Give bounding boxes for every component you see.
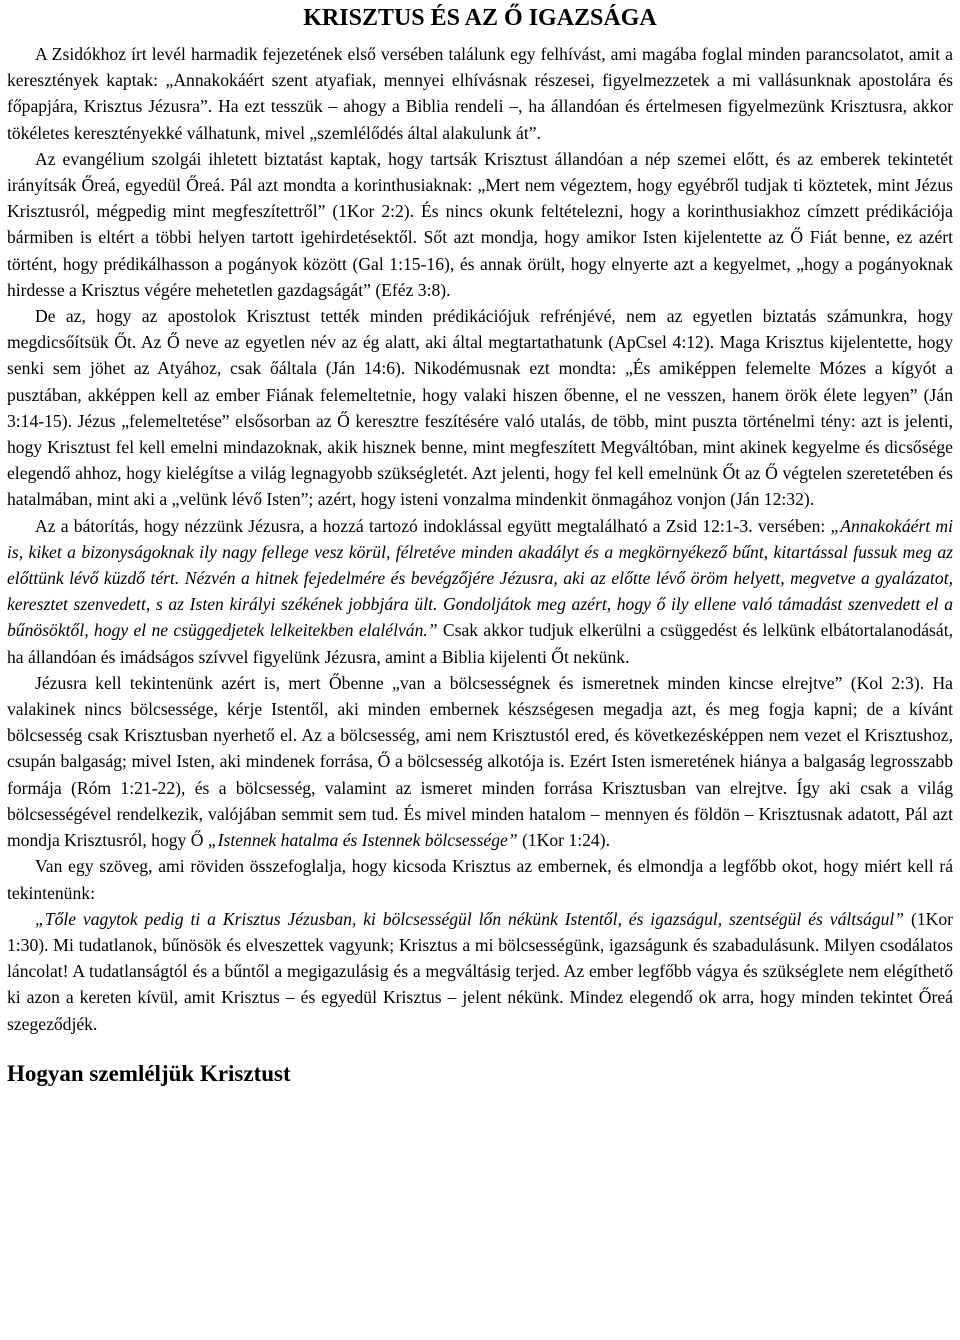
paragraph-4 [7, 513, 953, 670]
paragraph-text: Van egy szöveg, ami röviden összefoglalja, hogy kicsoda Krisztus az embernek, és elmondja a legfőbb okot, hogy miért kell rá tekintenünk: [7, 856, 953, 903]
section-heading: Hogyan szemléljük Krisztust [7, 1060, 291, 1086]
paragraph-7 [7, 906, 953, 1037]
paragraph-text: Jézusra kell tekintenünk azért is, mert Őbenne „van a bölcsességnek és ismeretnek minden kincse elrejtve” (Kol 2:3). Ha valakinek nincs bölcsessége, kérje Istentől, aki minden embernek készségesen megadja azt, és meg fogja kapni; de a kívánt bölcsesség csak Krisztusban nyerhető el. Az a bölcsesség, ami nem Krisztustól ered, és következésképpen nem vezet el Krisztushoz, csupán balgaság; mivel Isten, aki mindenek forrása, Ő a bölcsesség alkotója is. Ezért Isten ismeretének hiánya a balgaság legrosszabb formája (Róm 1:21-22), és a bölcsesség, valamint az ismeret minden forrása Krisztusban van elrejtve. Így aki csak a világ bölcsességével rendelkezik, valójában semmit sem tud. És mivel minden hatalom – mennyen és földön – Krisztusnak adatott, Pál azt mondja Krisztusról, hogy Ő [7, 672, 953, 851]
paragraph-1 [7, 41, 953, 146]
paragraph-5 [7, 670, 953, 853]
quoted-scripture: „Istennek hatalma és Istennek bölcsessége” [207, 830, 518, 851]
paragraph-text: De az, hogy az apostolok Krisztust tették minden prédikációjuk refrénjévé, nem az egyetlen biztatás számunkra, hogy megdicsőítsük Őt. Az Ő neve az egyetlen név az ég alatt, aki által megtartathatunk (ApCsel 4:12). Maga Krisztus kijelentette, hogy senki sem jöhet az Atyához, csak őáltala (Ján 14:6). Nikodémusnak ezt mondta: „És amiképpen felemelte Mózes a kígyót a pusztában, akképpen kell az ember Fiának felemeltetnie, hogy valaki hiszen őbenne, el ne vesszen, hanem örök élete legyen” (Ján 3:14-15). Jézus „felemeltetése” elsősorban az Ő keresztre feszítésére való utalás, de több, mint puszta történelmi tény: azt is jelenti, hogy Krisztust fel kell emelni mindazoknak, akik hisznek benne, mint megfeszített Megváltóban, mint akinek kegyelme és dicsősége elegendő ahhoz, hogy kielégítse a világ legnagyobb szükségletét. Azt jelenti, hogy fel kell emelnünk Őt az Ő végtelen szeretetében és hatalmában, mint aki a „velünk lévő Isten”; azért, hogy isteni vonzalma mindenkit önmagához vonjon (Ján 12:32). [7, 306, 953, 510]
page-title: KRISZTUS ÉS AZ Ő IGAZSÁGA [303, 5, 657, 31]
paragraph-text: A Zsidókhoz írt levél harmadik fejezetének első versében találunk egy felhívást, ami magába foglal minden parancsolatot, amit a keresztények kaptak: „Annakokáért szent atyafiak, mennyei elhívásnak részesei, figyelmezzetek a mi vallásunknak apostolára és főpapjára, Krisztus Jézusra”. Ha ezt tesszük – ahogy a Biblia rendeli –, ha állandóan és értelmesen figyelmezünk Krisztusra, akkor tökéletes keresztényekké válhatunk, mivel „szemlélődés által alakulunk át”. [7, 44, 953, 143]
quoted-scripture: „Annakokáért mi is, kiket a bizonyságoknak ily nagy fellege vesz körül, félretéve minden akadályt és a megkörnyékező bűnt, kitartással fussuk meg az előttünk lévő küzdő tért. Nézvén a hitnek fejedelmére és bevégzőjére Jézusra, aki az előtte lévő öröm helyett, megvetve a gyalázatot, keresztet szenvedett, s az Isten királyi székének jobbjára ült. Gondoljátok meg azért, hogy ő ily ellene való támadást szenvedett el a bűnösöktől, hogy el ne csüggedjetek lelkeitekben elalélván.” [7, 515, 954, 641]
paragraph-3 [7, 303, 953, 513]
paragraph-text: Csak akkor tudjuk elkerülni a csüggedést és lelkünk elbátortalanodását, ha állandóan és imádságos szívvel figyelünk Jézusra, amint a Biblia kijelenti Őt nekünk. [7, 620, 953, 667]
quoted-scripture: „Tőle vagytok pedig ti a Krisztus Jézusban, ki bölcsességül lőn nékünk Istentől, és igazságul, szentségül és váltságul” [35, 908, 905, 929]
paragraph-text: (1Kor 1:30). Mi tudatlanok, bűnösök és elveszettek vagyunk; Krisztus a mi bölcsességünk, igazságunk és szabadulásunk. Milyen csodálatos láncolat! A tudatlanságtól és a bűntől a megigazulásig és a megváltásig terjed. Az ember legfőbb vágya és szükséglete nem elégíthető ki azon a kereten kívül, amit Krisztus – és egyedül Krisztus – jelent nékünk. Mindez elegendő ok arra, hogy minden tekintet Őreá szegeződjék. [7, 908, 953, 1034]
paragraph-text: Az evangélium szolgái ihletett biztatást kaptak, hogy tartsák Krisztust állandóan a nép szemei előtt, és az emberek tekintetét irányítsák Őreá, egyedül Őreá. Pál azt mondta a korinthusiaknak: „Mert nem végeztem, hogy egyébről tudjak ti köztetek, mint Jézus Krisztusról, mégpedig mint megfeszítettről” (1Kor 2:2). És nincs okunk feltételezni, hogy a korinthusiakhoz címzett prédikációja bármiben is eltért a többi helyen tartott igehirdetésektől. Sőt azt mondja, hogy amikor Isten kijelentette az Ő Fiát benne, ez azért történt, hogy prédikálhasson a pogányok között (Gal 1:15-16), és annak örült, hogy elnyerte azt a kegyelmet, „hogy a pogányoknak hirdesse a Krisztus végére mehetetlen gazdagságát” (Eféz 3:8). [7, 148, 953, 300]
paragraph-text: Az a bátorítás, hogy nézzünk Jézusra, a hozzá tartozó indoklással együtt megtalálható a Zsid 12:1-3. versében: [35, 515, 831, 536]
paragraph-text: (1Kor 1:24). [517, 830, 610, 851]
paragraph-6 [7, 853, 953, 905]
paragraph-2 [7, 146, 953, 303]
